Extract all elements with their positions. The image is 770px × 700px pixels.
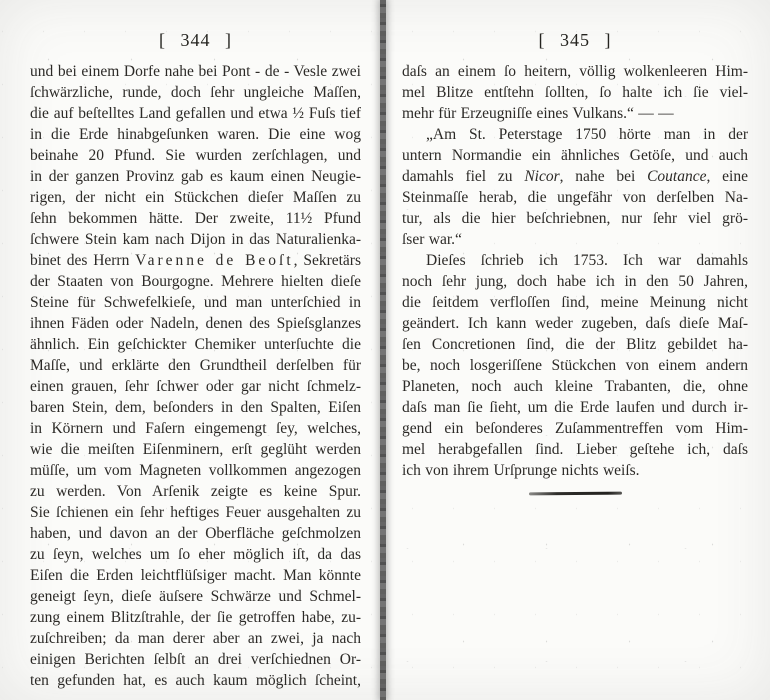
text-line: zuſchreiben; da man derer aber an zwei, ja nach — [30, 630, 361, 647]
text-line: Sie ſchienen ein ſehr heftiges Feuer ausgehalten zu — [30, 504, 361, 521]
text-line: ſchwärzliche, runde, doch ſehr ungleiche Maſſen, — [30, 84, 361, 101]
text-line: der Staaten von Bourgogne. Mehrere hielten dieſe — [30, 273, 361, 290]
text-line: geändert. Ich kann weder zugeben, daſs dieſe Maſ- — [402, 315, 748, 332]
text-line: ten gefunden hat, es auch kaum möglich ſcheint, — [30, 672, 361, 689]
text-line: mel Blitze entſtehn ſollten, ſo halte ich ſie viel- — [402, 84, 748, 101]
book-gutter-fold — [380, 0, 386, 700]
text-line: einigen Berichten ſelbſt an drei verſchiednen Or- — [30, 651, 361, 668]
page-344 — [30, 28, 361, 691]
text-line: müſſe, um vom Magneten vollkommen angezogen — [30, 462, 361, 479]
text-line: binet des Herrn Varenne de Beoſt, Sekretärs — [30, 252, 361, 269]
text-line: mel herabgefallen ſind. Lieber geſtehe ich, daſs — [402, 441, 748, 458]
text-line: zung einem Blitzſtrahle, der ſie getroffen habe, zu- — [30, 609, 361, 626]
text-line: ſehn bekommen hätte. Der zweite, 11½ Pfund — [30, 210, 361, 227]
text-line: ihnen Fäden oder Nadeln, denen des Spieſsglanzes — [30, 315, 361, 332]
text-line: und bei einem Dorfe nahe bei Pont - de - Vesle zwei — [30, 63, 361, 80]
text-line: be, noch losgeriſſene Stückchen von einem andern — [402, 357, 748, 374]
text-line: haben, und davon an der Oberfläche geſchmolzen — [30, 525, 361, 542]
text-line: tur, als die hier beſchriebnen, nur ſehr viel grö- — [402, 210, 748, 227]
text-line: in Körnern und Faſern eingemengt ſey, welches, — [30, 420, 361, 437]
text-line: gend ein beſonderes Zuſammentreffen vom Him- — [402, 420, 748, 437]
text-line: daſs man ſie ſieht, um die Erde laufen und durch ir- — [402, 399, 748, 416]
text-line: Dieſes ſchrieb ich 1753. Ich war damahls — [426, 252, 748, 269]
page-number-left: [ 344 ] — [159, 30, 232, 50]
text-line: Planeten, noch auch kleine Trabanten, die, ohne — [402, 378, 748, 395]
page-number-right: [ 345 ] — [538, 30, 612, 50]
text-line: beinahe 20 Pfund. Sie wurden zerſchlagen, und — [30, 147, 361, 164]
text-line: die ſeitdem verfloſſen ſind, meine Meinung nicht — [402, 294, 748, 311]
text-line: zu ſeyn, welches um ſo eher möglich iſt, da das — [30, 546, 361, 563]
text-line: einen grauen, ſehr ſchwer oder gar nicht ſchmelz- — [30, 378, 361, 395]
text-line: ich von ihrem Urſprunge nichts weiſs. — [402, 462, 640, 479]
text-line: untern Normandie ein ähnliches Getöſe, und auch — [402, 147, 748, 164]
text-line: in der ganzen Provinz gab es kaum einen Neugie- — [30, 168, 361, 185]
text-line: geneigt ſeyn, dieſe äuſsere Schwärze und Schmel- — [30, 588, 361, 605]
text-line: rigen, der nicht ein Stückchen dieſer Maſſen zu — [30, 189, 361, 206]
text-line: Maſſe, und erklärte den Grundtheil derſelben für — [30, 357, 361, 374]
text-line: Steinmaſſe herab, die ungefähr von derſelben Na- — [402, 189, 748, 206]
text-line: daſs an einem ſo heitern, völlig wolkenleeren Him- — [402, 63, 748, 80]
page-344-text-block — [30, 61, 361, 691]
text-line: ſen Concretionen ſind, die der Blitz gebildet ha- — [402, 336, 748, 353]
text-line: zu werden. Von Arſenik zeigte es keine Spur. — [30, 483, 361, 500]
text-line: damahls fiel zu Nicor, nahe bei Coutance, eine — [402, 168, 748, 185]
text-line: wie die meiſten Eiſenminern, erſt geglüht werden — [30, 441, 361, 458]
text-line: „Am St. Peterstage 1750 hörte man in der — [426, 126, 748, 143]
text-line: noch ſehr jung, doch habe ich in den 50 Jahren, — [402, 273, 748, 290]
text-line: ſser war.“ — [402, 231, 462, 248]
page-345-text-block — [402, 61, 748, 481]
text-line: ähnlich. Ein geſchickter Chemiker unterſuchte die — [30, 336, 361, 353]
text-line: die auf beſtelltes Land gefallen und etwa ½ Fuſs tief — [30, 105, 361, 122]
text-line: ſchwere Stein kam nach Dijon in das Naturalienka- — [30, 231, 361, 248]
text-line: baren Stein, dem, beſonders in den Spalten, Eiſen — [30, 399, 361, 416]
text-line: in die Erde hinabgeſunken waren. Die eine wog — [30, 126, 361, 143]
text-line: Steine für Schwefelkieſe, und man unterſchied in — [30, 294, 361, 311]
section-divider-rule — [528, 492, 621, 496]
text-line: mehr für Erzeugniſſe eines Vulkans.“ — — — [402, 105, 674, 122]
page-345 — [402, 28, 748, 495]
text-line: Eiſen die Erden leichtflüſsiger macht. Man könnte — [30, 567, 361, 584]
